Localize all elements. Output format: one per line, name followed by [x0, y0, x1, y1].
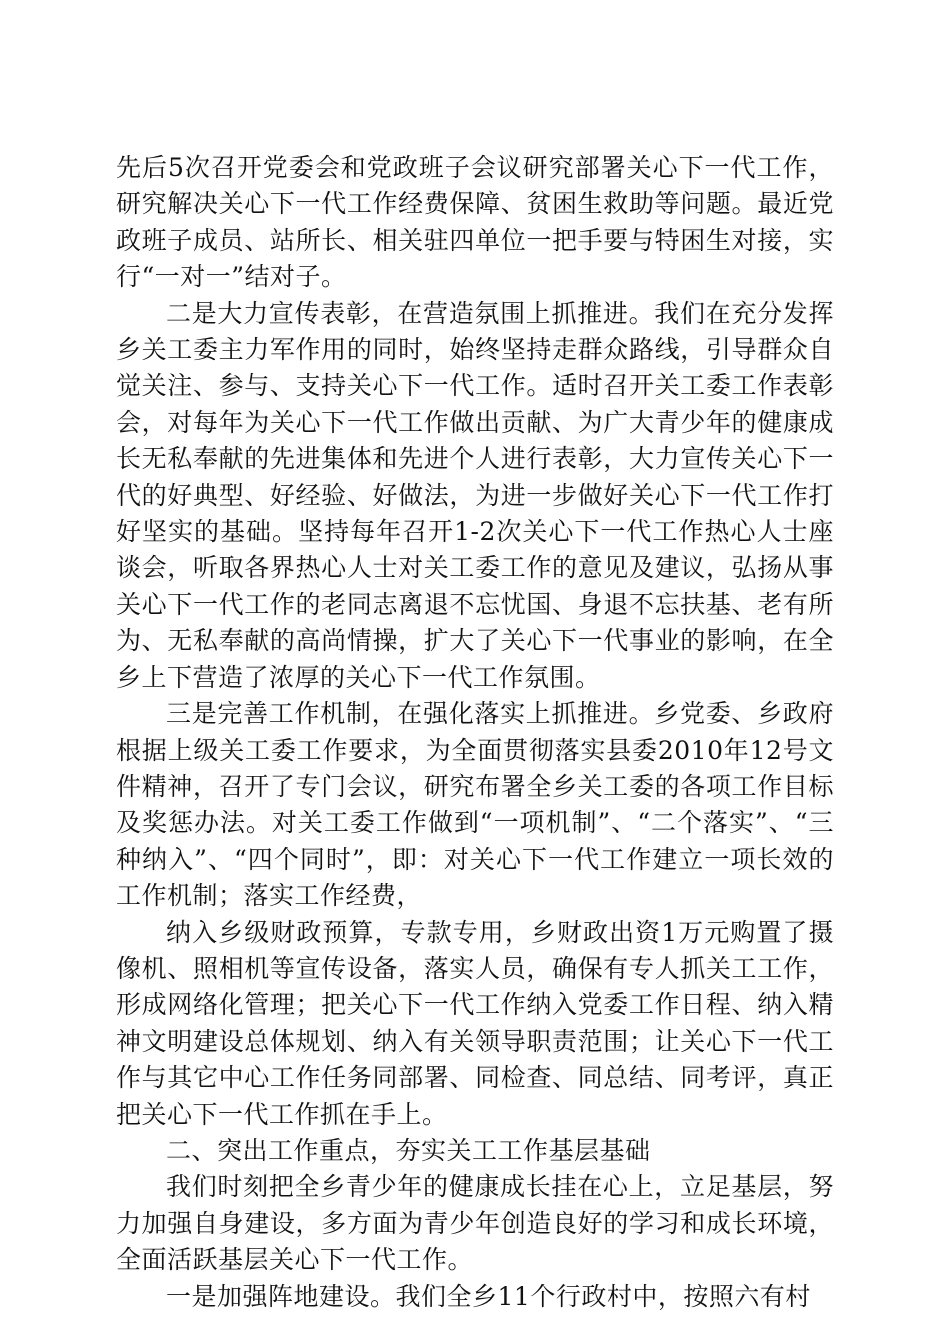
document-body — [116, 150, 834, 1315]
paragraph-4: 纳入乡级财政预算，专款专用，乡财政出资1万元购置了摄像机、照相机等宣传设备，落实人员，确保有专人抓关工工作，形成网络化管理；把关心下一代工作纳入党委工作日程、纳入精神文明建设总体规划、纳入有关领导职责范围；让关心下一代工作与其它中心工作任务同部署、同检查、同总结、同考评，真正把关心下一代工作抓在手上。 — [116, 917, 834, 1129]
paragraph-2: 二是大力宣传表彰，在营造氛围上抓推进。我们在充分发挥乡关工委主力军作用的同时，始终坚持走群众路线，引导群众自觉关注、参与、支持关心下一代工作。适时召开关工委工作表彰会，对每年为关心下一代工作做出贡献、为广大青少年的健康成长无私奉献的先进集体和先进个人进行表彰，大力宣传关心下一代的好典型、好经验、好做法，为进一步做好关心下一代工作打好坚实的基础。坚持每年召开1-2次关心下一代工作热心人士座谈会，听取各界热心人士对关工委工作的意见及建议，弘扬从事关心下一代工作的老同志离退不忘忧国、身退不忘扶基、老有所为、无私奉献的高尚情操，扩大了关心下一代事业的影响，在全乡上下营造了浓厚的关心下一代工作氛围。 — [116, 298, 834, 692]
paragraph-3: 三是完善工作机制，在强化落实上抓推进。乡党委、乡政府根据上级关工委工作要求，为全面贯彻落实县委2010年12号文件精神，召开了专门会议，研究布署全乡关工委的各项工作目标及奖惩办法。对关工委工作做到“一项机制”、“二个落实”、“三种纳入”、“四个同时”，即：对关心下一代工作建立一项长效的工作机制；落实工作经费， — [116, 699, 834, 911]
section-heading: 二、突出工作重点，夯实关工工作基层基础 — [166, 1135, 651, 1165]
paragraph-5: 我们时刻把全乡青少年的健康成长挂在心上，立足基层，努力加强自身建设，多方面为青少年创造良好的学习和成长环境，全面活跃基层关心下一代工作。 — [116, 1172, 834, 1275]
paragraph-6: 一是加强阵地建设。我们全乡11个行政村中，按照六有村 — [166, 1281, 811, 1311]
paragraph-1: 先后5次召开党委会和党政班子会议研究部署关心下一代工作，研究解决关心下一代工作经费保障、贫困生救助等问题。最近党政班子成员、站所长、相关驻四单位一把手要与特困生对接，实行“一对一”结对子。 — [116, 153, 834, 292]
